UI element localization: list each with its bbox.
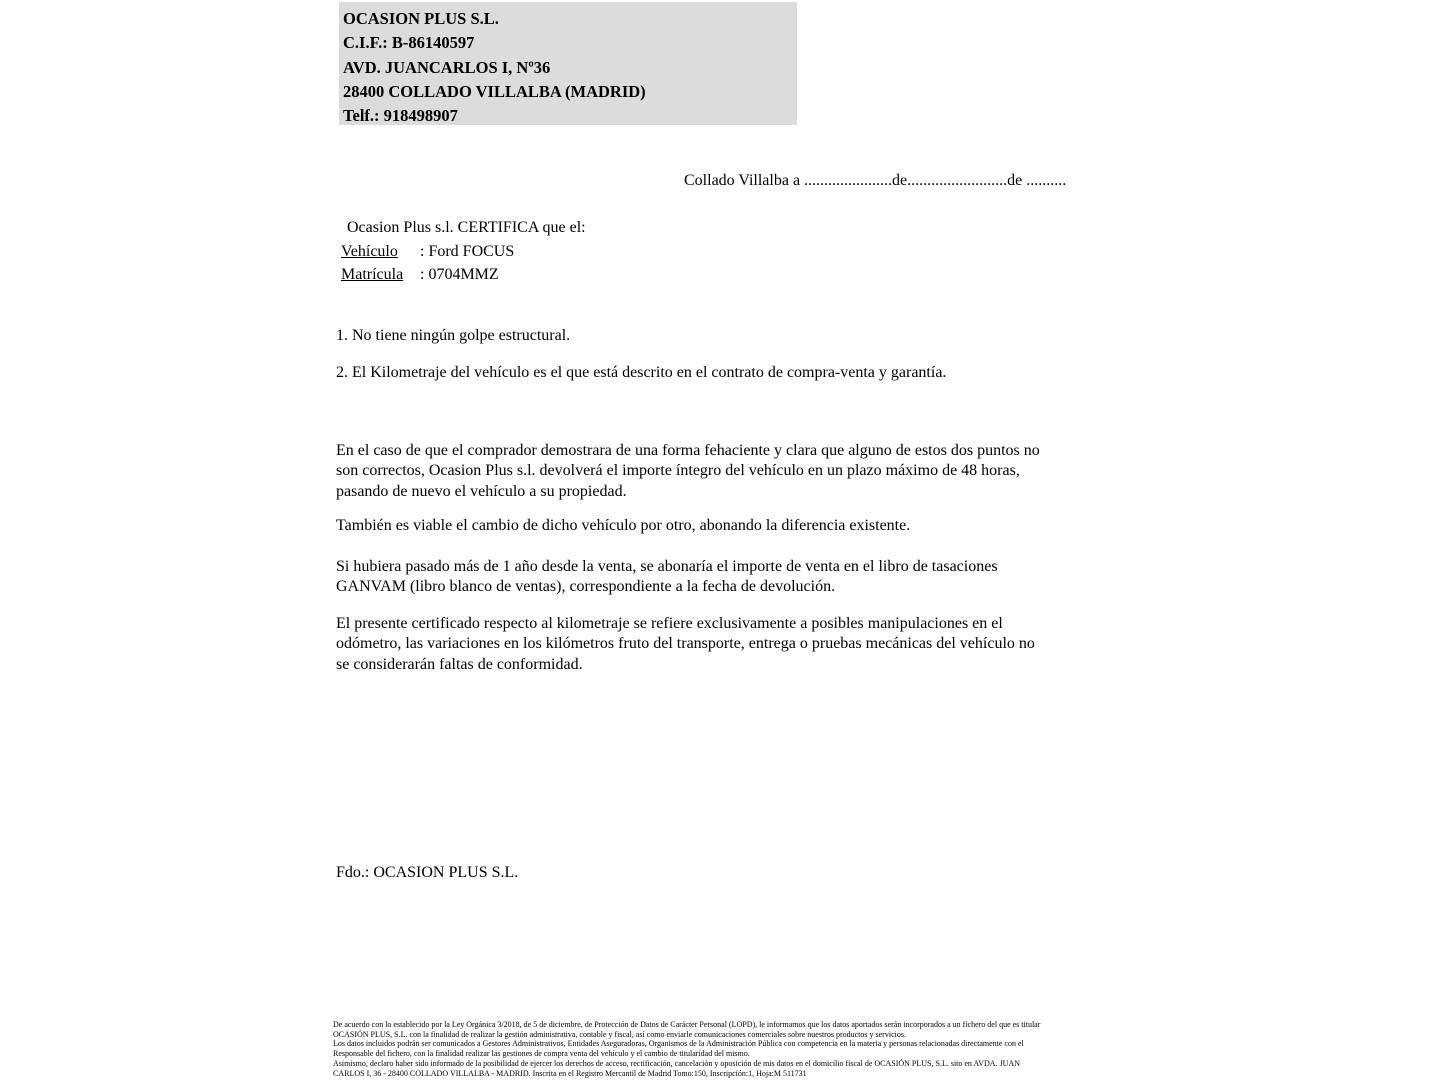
vehicle-value: : Ford FOCUS — [420, 242, 515, 260]
legal-fine-print — [333, 1020, 1040, 1078]
paragraph-exchange — [336, 516, 910, 536]
paragraph-line: odómetro, las variaciones en los kilómetros fruto del transporte, entrega o pruebas mecánicas del vehículo no — [336, 635, 1035, 653]
company-name: OCASION PLUS S.L. — [343, 9, 499, 28]
legal-line: De acuerdo con lo establecido por la Ley Orgánica 3/2018, de 5 de diciembre, de Protección de Datos de Carácter Personal (LOPD), le informamos que los datos aportados serán incorporados a un fichero del que es titular — [333, 1020, 1041, 1029]
certificate-block — [341, 216, 586, 287]
legal-line: Responsable del fichero, con la finalidad realizar las gestiones de compra venta del vehículo y el cambio de titularidad del mismo. — [333, 1049, 750, 1059]
company-phone: Telf.: 918498907 — [343, 106, 458, 126]
company-address: AVD. JUANCARLOS I, Nº36 — [343, 57, 551, 77]
paragraph-refund — [336, 441, 1040, 502]
date-line: Collado Villalba a ......................de.........................de .......... — [684, 172, 1067, 189]
company-header-box — [339, 2, 797, 125]
signature-line: Fdo.: OCASION PLUS S.L. — [336, 864, 519, 881]
certificate-intro: Ocasion Plus s.l. CERTIFICA que el: — [347, 219, 586, 236]
paragraph-line: son correctos, Ocasion Plus s.l. devolverá el importe íntegro del vehículo en un plazo máximo de 48 horas, — [336, 462, 1020, 480]
legal-line: Asimismo, declaro haber sido informado de la posibilidad de ejercer los derechos de acceso, rectificación, cancelación y oposición de mis datos en el domicilio fiscal de OCASIÓN PLUS, S.L. sito en AVDA. JUAN — [333, 1058, 1021, 1068]
paragraph-ganvam — [336, 557, 998, 598]
vehicle-row — [341, 240, 586, 264]
company-city: 28400 COLLADO VILLALBA (MADRID) — [343, 81, 646, 101]
paragraph-line: GANVAM (libro blanco de ventas), correspondiente a la fecha de devolución. — [336, 578, 836, 596]
plate-row — [341, 263, 586, 287]
legal-line: CARLOS I, 36 - 28400 COLLADO VILLALBA - MADRID. Inscrita en el Registro Mercantil de Madrid Tomo:150, Inscripción:1, Hoja:M 511731 — [333, 1068, 807, 1078]
paragraph-line: pasando de nuevo el vehículo a su propiedad. — [336, 482, 627, 500]
paragraph-line: En el caso de que el comprador demostrara de una forma fehaciente y clara que alguno de estos dos puntos no — [336, 442, 1040, 459]
legal-line: OCASIÓN PLUS, S.L. con la finalidad de realizar la gestión administrativa, contable y fiscal, así como enviarle comunicaciones comerciales sobre nuestros productos y servicios. — [333, 1029, 906, 1039]
paragraph-line: El presente certificado respecto al kilometraje se refiere exclusivamente a posibles manipulaciones en el — [336, 615, 1003, 632]
paragraph-line: se considerarán faltas de conformidad. — [336, 655, 583, 673]
paragraph-odometer — [336, 614, 1035, 675]
paragraph-line: También es viable el cambio de dicho vehículo por otro, abonando la diferencia existente. — [336, 517, 911, 534]
plate-label: Matrícula — [341, 266, 404, 283]
plate-value: : 0704MMZ — [420, 266, 499, 283]
point-2: 2. El Kilometraje del vehículo es el que está descrito en el contrato de compra-venta y garantía. — [336, 364, 947, 381]
paragraph-line: Si hubiera pasado más de 1 año desde la venta, se abonaría el importe de venta en el libro de tasaciones — [336, 558, 998, 575]
vehicle-label: Vehículo — [341, 242, 398, 260]
legal-line: Los datos incluidos podrán ser comunicados a Gestores Administrativos, Entidades Aseguradoras, Organismos de la Administración Pública con competencia en la materia y personas relacionadas directamente con el — [333, 1039, 1024, 1049]
company-cif: C.I.F.: B-86140597 — [343, 33, 475, 53]
point-1: 1. No tiene ningún golpe estructural. — [336, 327, 571, 344]
